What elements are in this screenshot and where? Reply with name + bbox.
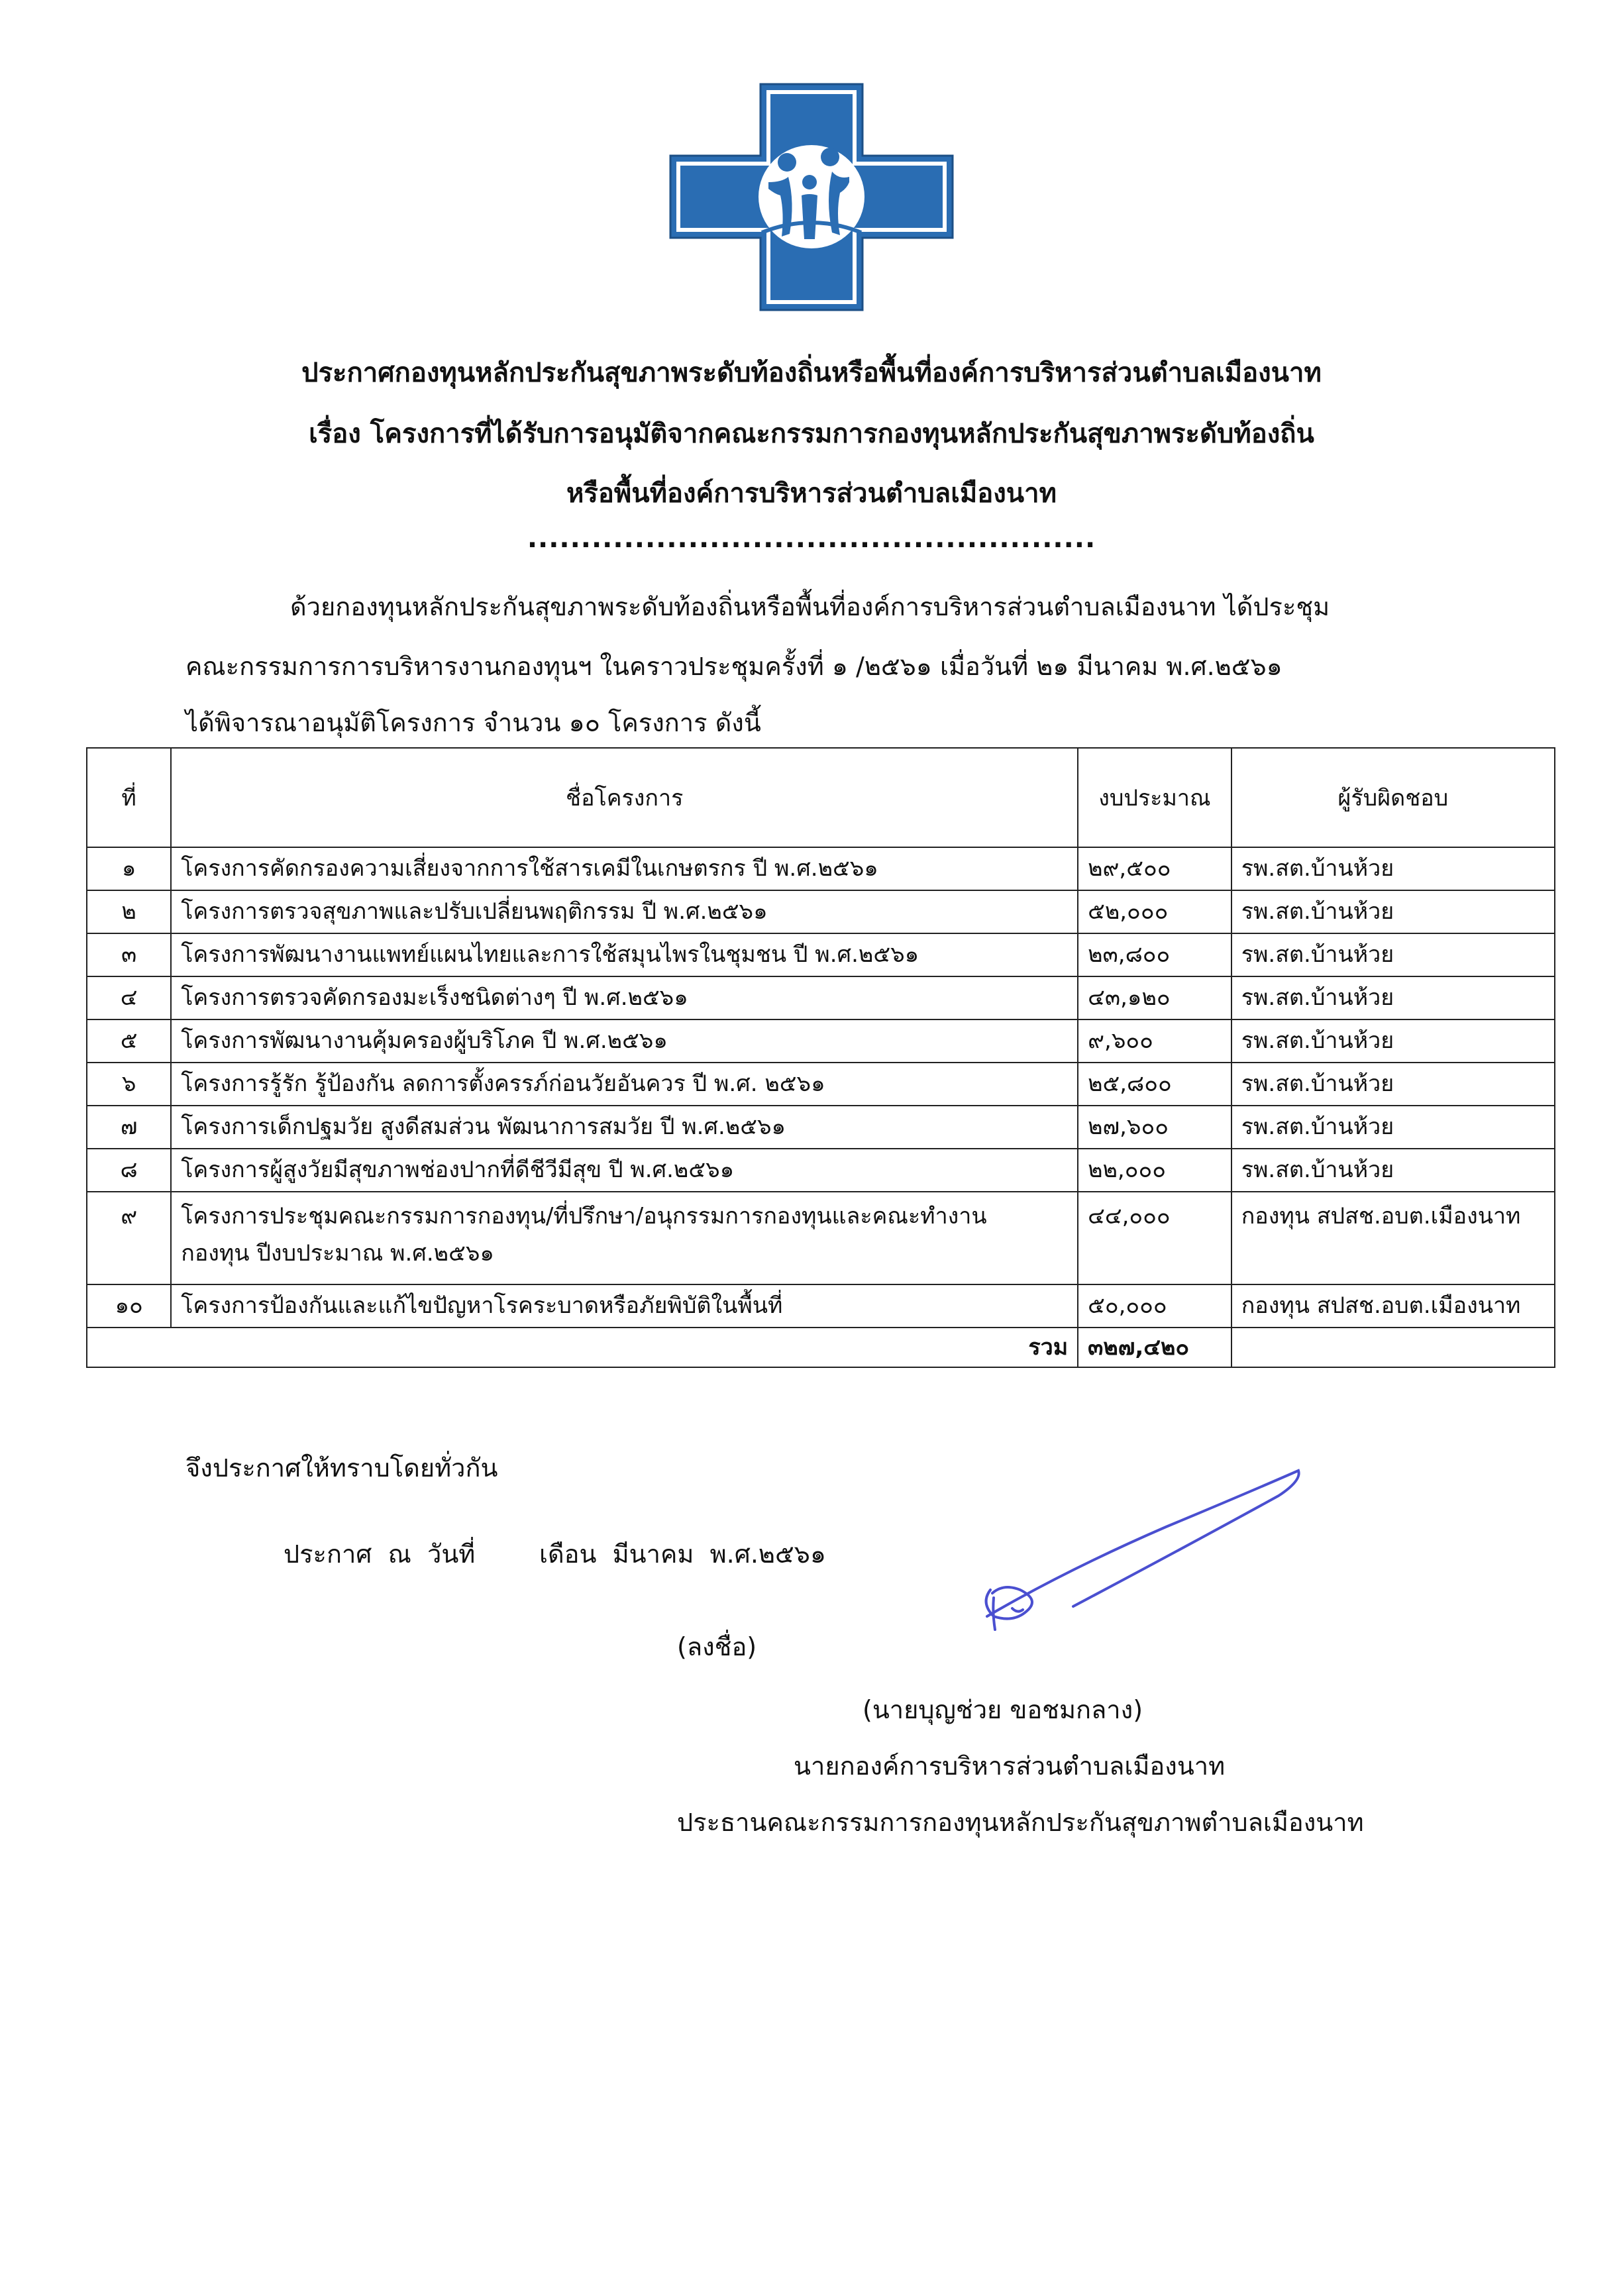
row-budget: ๕๐,๐๐๐: [1078, 1284, 1231, 1328]
row-name: โครงการตรวจสุขภาพและปรับเปลี่ยนพฤติกรรม ปี พ.ศ.๒๕๖๑: [171, 890, 1078, 933]
row-no: ๑๐: [87, 1284, 171, 1328]
row-budget: ๒๗,๖๐๐: [1078, 1106, 1231, 1149]
row-no: ๓: [87, 933, 171, 976]
row-name-line2: กองทุน ปีงบประมาณ พ.ศ.๒๕๖๑: [181, 1240, 494, 1267]
row-budget: ๙,๖๐๐: [1078, 1019, 1231, 1063]
table-row: [87, 1192, 1555, 1284]
table-row: [87, 933, 1555, 976]
row-no: ๔: [87, 976, 171, 1019]
signed-label: (ลงชื่อ): [677, 1632, 757, 1661]
row-budget: ๒๓,๘๐๐: [1078, 933, 1231, 976]
row-name: โครงการเด็กปฐมวัย สูงดีสมส่วน พัฒนาการสมวัย ปี พ.ศ.๒๕๖๑: [171, 1106, 1078, 1149]
row-owner: รพ.สต.บ้านห้วย: [1231, 1019, 1555, 1063]
row-no: ๒: [87, 890, 171, 933]
row-owner: รพ.สต.บ้านห้วย: [1231, 976, 1555, 1019]
row-name: [171, 1192, 1078, 1284]
row-name: โครงการคัดกรองความเสี่ยงจากการใช้สารเคมีในเกษตรกร ปี พ.ศ.๒๕๖๑: [171, 847, 1078, 890]
col-header-no: ที่: [87, 748, 171, 847]
row-owner: กองทุน สปสช.อบต.เมืองนาท: [1231, 1192, 1555, 1284]
handwritten-signature: [967, 1457, 1338, 1649]
row-name-line1: โครงการประชุมคณะกรรมการกองทุน/ที่ปรึกษา/อนุกรรมการกองทุนและคณะทำงาน: [181, 1203, 987, 1229]
row-name: โครงการพัฒนางานแพทย์แผนไทยและการใช้สมุนไพรในชุมชน ปี พ.ศ.๒๕๖๑: [171, 933, 1078, 976]
table-row: [87, 1284, 1555, 1328]
announcement-title: ประกาศกองทุนหลักประกันสุขภาพระดับท้องถิ่นหรือพื้นที่องค์การบริหารส่วนตำบลเมืองนาท: [301, 358, 1322, 388]
total-label: รวม: [87, 1328, 1078, 1367]
row-no: ๙: [87, 1192, 171, 1284]
total-value: ๓๒๗,๔๒๐: [1078, 1328, 1231, 1367]
signer-position-2: ประธานคณะกรรมการกองทุนหลักประกันสุขภาพตำบลเมืองนาท: [677, 1808, 1364, 1837]
table-row: [87, 976, 1555, 1019]
projects-table: [86, 747, 1555, 1368]
table-header-row: [87, 748, 1555, 847]
table-row: [87, 1106, 1555, 1149]
row-name: โครงการผู้สูงวัยมีสุขภาพช่องปากที่ดีชีวีมีสุข ปี พ.ศ.๒๕๖๑: [171, 1149, 1078, 1192]
row-no: ๗: [87, 1106, 171, 1149]
row-owner: รพ.สต.บ้านห้วย: [1231, 1106, 1555, 1149]
people-icon: [759, 145, 864, 248]
table-row: [87, 890, 1555, 933]
row-owner: รพ.สต.บ้านห้วย: [1231, 1149, 1555, 1192]
row-budget: ๒๕,๘๐๐: [1078, 1063, 1231, 1106]
row-budget: ๕๒,๐๐๐: [1078, 890, 1231, 933]
intro-paragraph-line1: ด้วยกองทุนหลักประกันสุขภาพระดับท้องถิ่นหรือพื้นที่องค์การบริหารส่วนตำบลเมืองนาท ได้ประชุม: [290, 592, 1330, 621]
row-no: ๘: [87, 1149, 171, 1192]
intro-paragraph-line3: ได้พิจารณาอนุมัติโครงการ จำนวน ๑๐ โครงการ ดังนี้: [185, 708, 761, 737]
health-fund-cross-logo: [669, 83, 954, 311]
row-owner: รพ.สต.บ้านห้วย: [1231, 847, 1555, 890]
intro-paragraph-line2: คณะกรรมการการบริหารงานกองทุนฯ ในคราวประชุมครั้งที่ ๑ /๒๕๖๑ เมื่อวันที่ ๒๑ มีนาคม พ.ศ.๒๕๖๑: [185, 652, 1283, 681]
signer-name: (นายบุญช่วย ขอชมกลาง): [863, 1695, 1143, 1724]
announce-date: ประกาศ ณ วันที่ เดือน มีนาคม พ.ศ.๒๕๖๑: [284, 1539, 826, 1569]
signer-position-1: นายกองค์การบริหารส่วนตำบลเมืองนาท: [794, 1751, 1226, 1781]
row-name: โครงการรู้รัก รู้ป้องกัน ลดการตั้งครรภ์ก่อนวัยอันควร ปี พ.ศ. ๒๕๖๑: [171, 1063, 1078, 1106]
announcement-subject-cont: หรือพื้นที่องค์การบริหารส่วนตำบลเมืองนาท: [566, 478, 1057, 509]
row-name: โครงการพัฒนางานคุ้มครองผู้บริโภค ปี พ.ศ.๒๕๖๑: [171, 1019, 1078, 1063]
table-total-row: [87, 1328, 1555, 1367]
row-owner: รพ.สต.บ้านห้วย: [1231, 890, 1555, 933]
announcement-subject: เรื่อง โครงการที่ได้รับการอนุมัติจากคณะกรรมการกองทุนหลักประกันสุขภาพระดับท้องถิ่น: [309, 419, 1314, 449]
table-row: [87, 1063, 1555, 1106]
row-no: ๑: [87, 847, 171, 890]
row-owner: กองทุน สปสช.อบต.เมืองนาท: [1231, 1284, 1555, 1328]
row-budget: ๒๙,๕๐๐: [1078, 847, 1231, 890]
col-header-owner: ผู้รับผิดชอบ: [1231, 748, 1555, 847]
closing-notice: จึงประกาศให้ทราบโดยทั่วกัน: [185, 1453, 498, 1483]
total-empty-cell: [1231, 1328, 1555, 1367]
row-budget: ๒๒,๐๐๐: [1078, 1149, 1231, 1192]
row-name: โครงการตรวจคัดกรองมะเร็งชนิดต่างๆ ปี พ.ศ.๒๕๖๑: [171, 976, 1078, 1019]
row-owner: รพ.สต.บ้านห้วย: [1231, 933, 1555, 976]
row-name: โครงการป้องกันและแก้ไขปัญหาโรคระบาดหรือภัยพิบัติในพื้นที่: [171, 1284, 1078, 1328]
dotted-divider: .....................................................: [527, 523, 1096, 554]
table-row: [87, 1019, 1555, 1063]
col-header-budget: งบประมาณ: [1078, 748, 1231, 847]
table-row: [87, 1149, 1555, 1192]
row-no: ๖: [87, 1063, 171, 1106]
row-no: ๕: [87, 1019, 171, 1063]
row-budget: ๔๔,๐๐๐: [1078, 1192, 1231, 1284]
col-header-name: ชื่อโครงการ: [171, 748, 1078, 847]
row-owner: รพ.สต.บ้านห้วย: [1231, 1063, 1555, 1106]
row-budget: ๔๓,๑๒๐: [1078, 976, 1231, 1019]
table-row: [87, 847, 1555, 890]
